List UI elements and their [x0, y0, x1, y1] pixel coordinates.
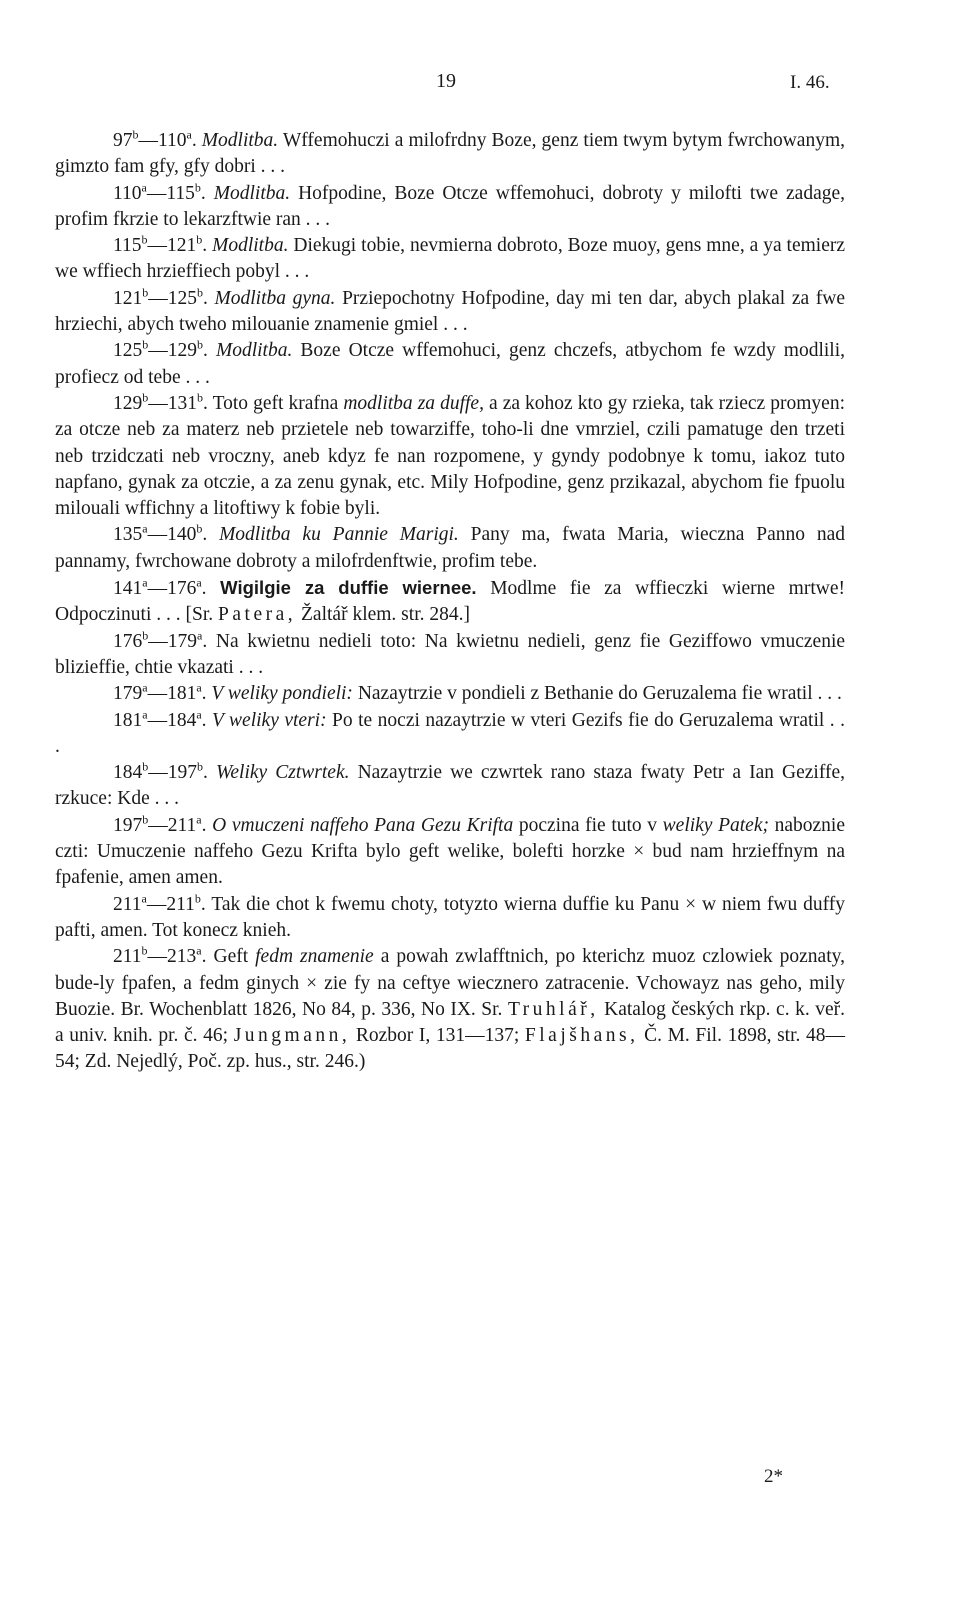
- folio-range: 141$^a$—176$^a$.: [113, 575, 221, 600]
- folio-range: 135$^a$—140$^b$.: [113, 521, 220, 546]
- folio-side: a: [186, 127, 192, 142]
- entry-text: Wffemohuczi a milofrdny Boze, genz tiem twym bytym fwrchowanym, gimzto fam gfy, gfy dobri . . .: [55, 130, 845, 178]
- catalogue-entry: [55, 892, 845, 945]
- printer-signature: 2*: [764, 1466, 783, 1487]
- entry-text: a za kohoz kto gy rzieka, tak rziecz promyen: za otcze neb za materz neb przietele neb towarziffe, toho-li dne vmrziel, czili pamatuge den trzeti neb trzidczati neb vroczny, aneb kdyz fe nan rozpomene, y gyndy podobnye k tomu, iakoz tuto napfano, gynak za otczie, a za zenu gynak, etc. Mily Hofpodine, genz przikazal, abychom fie fpuolu milouali wffichny a litoftiwy k fobie byli.: [55, 392, 845, 520]
- catalogue-entry: [55, 944, 845, 1075]
- folio-side: b: [194, 891, 201, 906]
- folio-range: 176$^b$—179$^a$.: [113, 628, 216, 652]
- folio-number: 97: [113, 130, 133, 151]
- folio-number: 115: [113, 235, 142, 257]
- folio-range: 184$^b$—197$^b$.: [113, 759, 216, 784]
- folio-range: 121$^b$—125$^b$.: [113, 285, 215, 309]
- folio-side: b: [196, 521, 203, 536]
- folio-number: 211: [113, 946, 142, 968]
- folio-range: 97$^b$—110$^a$.: [113, 127, 202, 151]
- entry-text: Žaltář klem. str. 284.]: [296, 604, 470, 626]
- folio-side: b: [197, 337, 203, 352]
- folio-side: b: [142, 812, 149, 827]
- folio-side: a: [196, 812, 202, 827]
- entry-text: Pany ma, fwata Maria, wieczna Panno nad pannamy, fwrchowane dobroty a milofrdenftwie, profim tebe.: [55, 524, 846, 572]
- bold-title: Wigilgie za duffie wiernee.: [220, 577, 477, 599]
- spaced-author-name: Truhlář,: [507, 998, 599, 1020]
- folio-range: 179$^a$—181$^a$.: [113, 680, 212, 705]
- folio-side: a: [196, 707, 202, 722]
- folio-number: 110: [113, 182, 142, 204]
- italic-title: Modlitba.: [212, 235, 289, 257]
- catalogue-entries: [55, 128, 845, 1076]
- entry-text: Katalog českých rkp. c. k. veř. a univ. knih. pr. č. 46;: [55, 998, 845, 1047]
- folio-side: b: [197, 285, 203, 300]
- folio-number: 184: [167, 709, 197, 731]
- entry-text: Na kwietnu nedieli toto: Na kwietnu nedieli, genz fie Geziffowo vmuczenie blizieffie, chtie vkazati . . .: [55, 630, 846, 678]
- entry-text: Boze Otcze wffemohuci, genz chczefs, atbychom fe wzdy modlili, profiecz od tebe . . .: [55, 340, 846, 388]
- folio-range: 125$^b$—129$^b$.: [113, 337, 216, 362]
- catalogue-entry: [55, 338, 845, 391]
- folio-number: 179: [167, 630, 197, 652]
- entry-text: Modlme fie za wffieczki wierne mrtwe! Odpoczinuti . . . [Sr.: [55, 578, 845, 626]
- entry-text: poczina fie tuto v: [513, 814, 663, 836]
- folio-number: 213: [167, 946, 197, 968]
- folio-side: a: [196, 575, 202, 590]
- catalogue-entry: [55, 181, 845, 234]
- italic-title: modlitba za duffe,: [343, 392, 484, 414]
- folio-number: 179: [113, 683, 143, 705]
- folio-number: 135: [113, 524, 143, 546]
- folio-number: 211: [113, 893, 142, 915]
- italic-title: V weliky pondieli:: [211, 683, 353, 705]
- folio-number: 181: [113, 709, 143, 731]
- catalogue-entry: [55, 575, 845, 629]
- folio-number: 197: [167, 762, 197, 784]
- folio-number: 121: [167, 235, 197, 257]
- entry-text: Prziepochotny Hofpodine, day mi ten dar, abych plakal za fwe hrziechi, abych tweho milouanie znamenie gmiel . . .: [55, 287, 846, 336]
- folio-side: b: [196, 232, 203, 247]
- folio-side: a: [141, 891, 147, 906]
- folio-side: b: [142, 628, 149, 643]
- folio-number: 125: [113, 340, 143, 362]
- italic-title: Modlitba ku Pannie Marigi.: [219, 524, 459, 546]
- italic-title: Modlitba.: [201, 130, 279, 151]
- folio-number: 121: [113, 287, 143, 309]
- folio-number: 115: [166, 182, 195, 204]
- folio-number: 181: [167, 683, 197, 705]
- folio-number: 141: [113, 578, 143, 600]
- folio-side: b: [194, 180, 201, 195]
- folio-side: a: [142, 521, 148, 536]
- catalogue-entry: [55, 128, 845, 181]
- folio-side: b: [141, 232, 148, 247]
- folio-side: b: [142, 390, 149, 405]
- entry-text: Tak die chot k fwemu choty, totyzto wierna duffie ku Panu × w niem fwu duffy pafti, amen. Tot konecz knieh.: [55, 893, 845, 941]
- italic-title: V weliky vteri:: [212, 709, 327, 731]
- spaced-author-name: Jungmann,: [233, 1025, 351, 1047]
- folio-range: 110$^a$—115$^b$.: [113, 180, 214, 204]
- spaced-author-name: Flajšhans,: [524, 1025, 639, 1047]
- folio-range: 129$^b$—131$^b$.: [113, 390, 213, 414]
- catalogue-entry: [55, 708, 845, 761]
- entry-text: Rozbor I, 131—137;: [350, 1025, 525, 1047]
- italic-title: Weliky Cztwrtek.: [215, 762, 350, 784]
- folio-side: a: [196, 680, 202, 695]
- italic-title: Modlitba.: [215, 340, 293, 362]
- italic-title: O vmuczeni naffeho Pana Gezu Krifta: [212, 814, 514, 836]
- entry-text: naboznie czti: Umuczenie naffeho Gezu Krifta bylo geft welike, bolefti horzke × bud nam hrzieffnym na fpafenie, amen amen.: [55, 814, 845, 889]
- catalogue-entry: [55, 813, 845, 892]
- spaced-author-name: Patera,: [218, 604, 297, 626]
- folio-side: a: [196, 943, 202, 958]
- folio-number: 211: [167, 814, 197, 836]
- folio-range: 115$^b$—121$^b$.: [113, 232, 213, 257]
- folio-side: a: [142, 680, 148, 695]
- folio-number: 184: [113, 762, 143, 784]
- folio-side: a: [142, 707, 148, 722]
- catalogue-entry: [55, 760, 845, 813]
- folio-range: 211$^a$—211$^b$.: [113, 891, 212, 915]
- catalogue-entry: [55, 629, 845, 682]
- folio-side: b: [142, 337, 149, 352]
- folio-number: 110: [158, 130, 187, 151]
- folio-number: 176: [167, 578, 197, 600]
- folio-side: b: [197, 390, 203, 405]
- catalogue-entry: [55, 681, 845, 707]
- folio-number: 129: [167, 340, 197, 362]
- page-number: 19: [436, 70, 456, 92]
- folio-range: 211$^b$—213$^a$.: [113, 943, 214, 968]
- italic-title: Modlitba gyna.: [214, 287, 336, 309]
- folio-side: a: [142, 575, 148, 590]
- entry-text: Nazaytrzie we czwrtek rano staza fwaty Petr a Ian Geziffe, rzkuce: Kde . . .: [55, 762, 846, 810]
- folio-side: b: [142, 759, 149, 774]
- italic-title: Modlitba.: [213, 182, 291, 204]
- entry-text: Geft: [213, 946, 256, 968]
- folio-side: a: [141, 180, 147, 195]
- catalogue-entry: [55, 391, 845, 522]
- folio-number: 131: [167, 392, 197, 414]
- folio-number: 197: [113, 814, 143, 836]
- folio-side: b: [132, 127, 139, 142]
- catalogue-entry: [55, 286, 845, 339]
- entry-text: Diekugi tobie, nevmierna dobroto, Boze muoy, gens mne, a ya temierz we wffiech hrzieffiech pobyl . . .: [55, 235, 846, 283]
- folio-number: 129: [113, 392, 143, 414]
- catalogue-reference: I. 46.: [790, 72, 830, 93]
- entry-text: Po te noczi nazaytrzie w vteri Gezifs fie do Geruzalema wratil . . .: [55, 709, 846, 757]
- catalogue-entry: [55, 522, 845, 575]
- folio-side: b: [197, 759, 203, 774]
- entry-text: Hofpodine, Boze Otcze wffemohuci, dobroty y milofti twe zadage, profim fkrzie to lekarzftwie ran . . .: [55, 182, 846, 230]
- entry-text: Toto geft krafna: [212, 392, 344, 414]
- folio-side: b: [142, 285, 149, 300]
- italic-title: weliky Patek;: [662, 814, 769, 836]
- folio-side: a: [197, 628, 203, 643]
- entry-text: Nazaytrzie v pondieli z Bethanie do Geruzalema fie wratil . . .: [352, 683, 842, 705]
- entry-text: a powah zwlafftnich, po kterichz muoz czlowiek poznaty, bude-ly fpafen, a fedm ginych × zie fy na ceftye wiecznего zatracenie. Vchowayz nas geho, mily Buozie. Br. Wochenblatt 1826, No 84, p. 336, No IX. Sr.: [55, 946, 845, 1020]
- folio-number: 211: [166, 893, 195, 915]
- entry-text: Č. M. Fil. 1898, str. 48—54; Zd. Nejedlý, Poč. zp. hus., str. 246.): [55, 1025, 845, 1073]
- catalogue-entry: [55, 233, 845, 286]
- folio-number: 125: [167, 287, 197, 309]
- italic-title: fedm znamenie: [255, 946, 374, 968]
- folio-range: 181$^a$—184$^a$.: [113, 707, 213, 731]
- folio-number: 176: [113, 630, 143, 652]
- folio-number: 140: [167, 524, 197, 546]
- folio-side: b: [141, 943, 148, 958]
- folio-range: 197$^b$—211$^a$.: [113, 812, 213, 836]
